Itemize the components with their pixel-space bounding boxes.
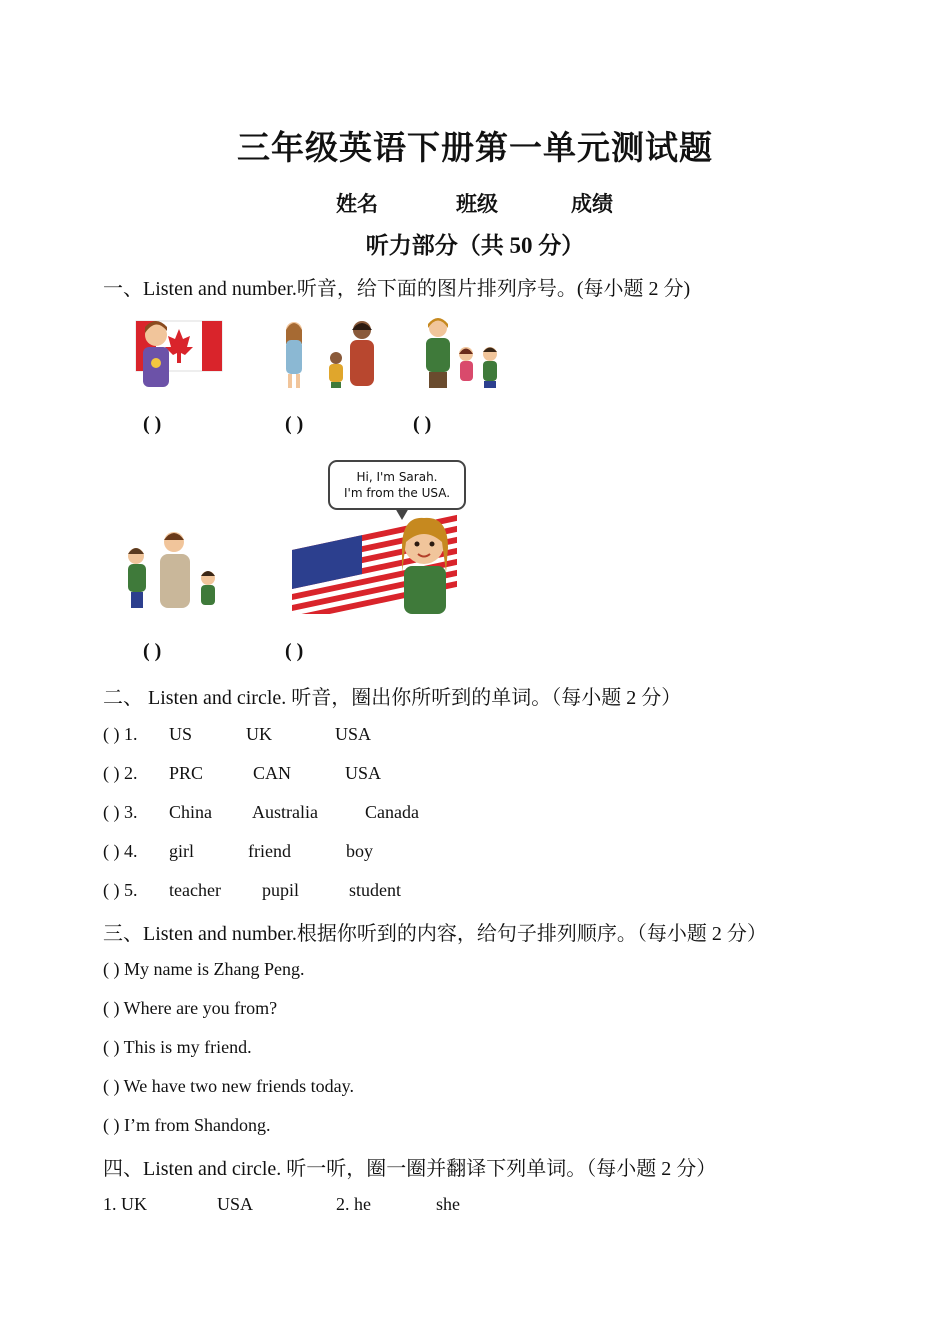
section3-title: 三、Listen and number.根据你听到的内容，给句子排列顺序。（每小题 2 分） xyxy=(103,923,767,945)
sentence-item[interactable]: ( ) Where are you from? xyxy=(103,998,278,1018)
section4-title: 四、Listen and circle. 听一听，圈一圈并翻译下列单词。（每小题 2 分） xyxy=(103,1158,717,1180)
word-option[interactable]: teacher xyxy=(169,880,221,900)
answer-blank-pic1[interactable]: ( ) xyxy=(143,413,162,435)
word-option[interactable]: CAN xyxy=(253,763,292,783)
word-option[interactable]: China xyxy=(169,802,212,822)
item-number[interactable]: ( ) 1. xyxy=(103,724,138,744)
teacher-and-children-picture xyxy=(282,318,382,390)
bubble-line1: Hi, I'm Sarah. xyxy=(356,470,438,484)
word-option[interactable]: 1. UK xyxy=(103,1194,147,1214)
word-option[interactable]: USA xyxy=(217,1194,254,1214)
page-title: 三年级英语下册第一单元测试题 xyxy=(237,131,713,167)
sentence-item[interactable]: ( ) We have two new friends today. xyxy=(103,1076,354,1096)
canada-boy-picture xyxy=(130,315,226,389)
item-number[interactable]: ( ) 5. xyxy=(103,880,138,900)
score-label: 成绩 xyxy=(571,192,613,216)
item-number[interactable]: ( ) 3. xyxy=(103,802,138,822)
listening-section-title: 听力部分（共 50 分） xyxy=(365,233,585,258)
word-option[interactable]: pupil xyxy=(262,880,300,900)
sentence-item[interactable]: ( ) I’m from Shandong. xyxy=(103,1115,271,1135)
word-option[interactable]: USA xyxy=(345,763,382,783)
section1-title: 一、Listen and number.听音，给下面的图片排列序号。(每小题 2 分) xyxy=(103,278,691,300)
word-option[interactable]: Australia xyxy=(252,802,318,822)
word-option[interactable]: 2. he xyxy=(336,1194,371,1214)
answer-blank-pic3[interactable]: ( ) xyxy=(413,413,432,435)
word-option[interactable]: US xyxy=(169,724,193,744)
word-option[interactable]: Canada xyxy=(365,802,419,822)
name-label: 姓名 xyxy=(336,192,378,216)
word-option[interactable]: USA xyxy=(335,724,372,744)
sentence-item[interactable]: ( ) My name is Zhang Peng. xyxy=(103,959,305,979)
word-option[interactable]: friend xyxy=(248,841,291,861)
answer-blank-pic4[interactable]: ( ) xyxy=(143,640,162,662)
word-option[interactable]: student xyxy=(349,880,401,900)
answer-blank-pic2[interactable]: ( ) xyxy=(285,413,304,435)
class-label: 班级 xyxy=(456,192,498,216)
speech-bubble-tail xyxy=(395,508,409,520)
word-option[interactable]: PRC xyxy=(169,763,204,783)
bubble-line2: I'm from the USA. xyxy=(343,486,451,500)
word-option[interactable]: she xyxy=(436,1194,460,1214)
word-option[interactable]: girl xyxy=(169,841,194,861)
sentence-item[interactable]: ( ) This is my friend. xyxy=(103,1037,252,1057)
item-number[interactable]: ( ) 2. xyxy=(103,763,138,783)
sarah-usa-flag-picture xyxy=(292,512,474,614)
answer-blank-pic5[interactable]: ( ) xyxy=(285,640,304,662)
mother-and-children-picture xyxy=(420,316,506,390)
speech-bubble xyxy=(328,460,466,510)
word-option[interactable]: UK xyxy=(246,724,272,744)
section2-title: 二、 Listen and circle. 听音，圈出你所听到的单词。（每小题 2 分） xyxy=(103,687,682,709)
teacher-with-pupils-picture xyxy=(122,528,222,612)
word-option[interactable]: boy xyxy=(346,841,373,861)
item-number[interactable]: ( ) 4. xyxy=(103,841,138,861)
